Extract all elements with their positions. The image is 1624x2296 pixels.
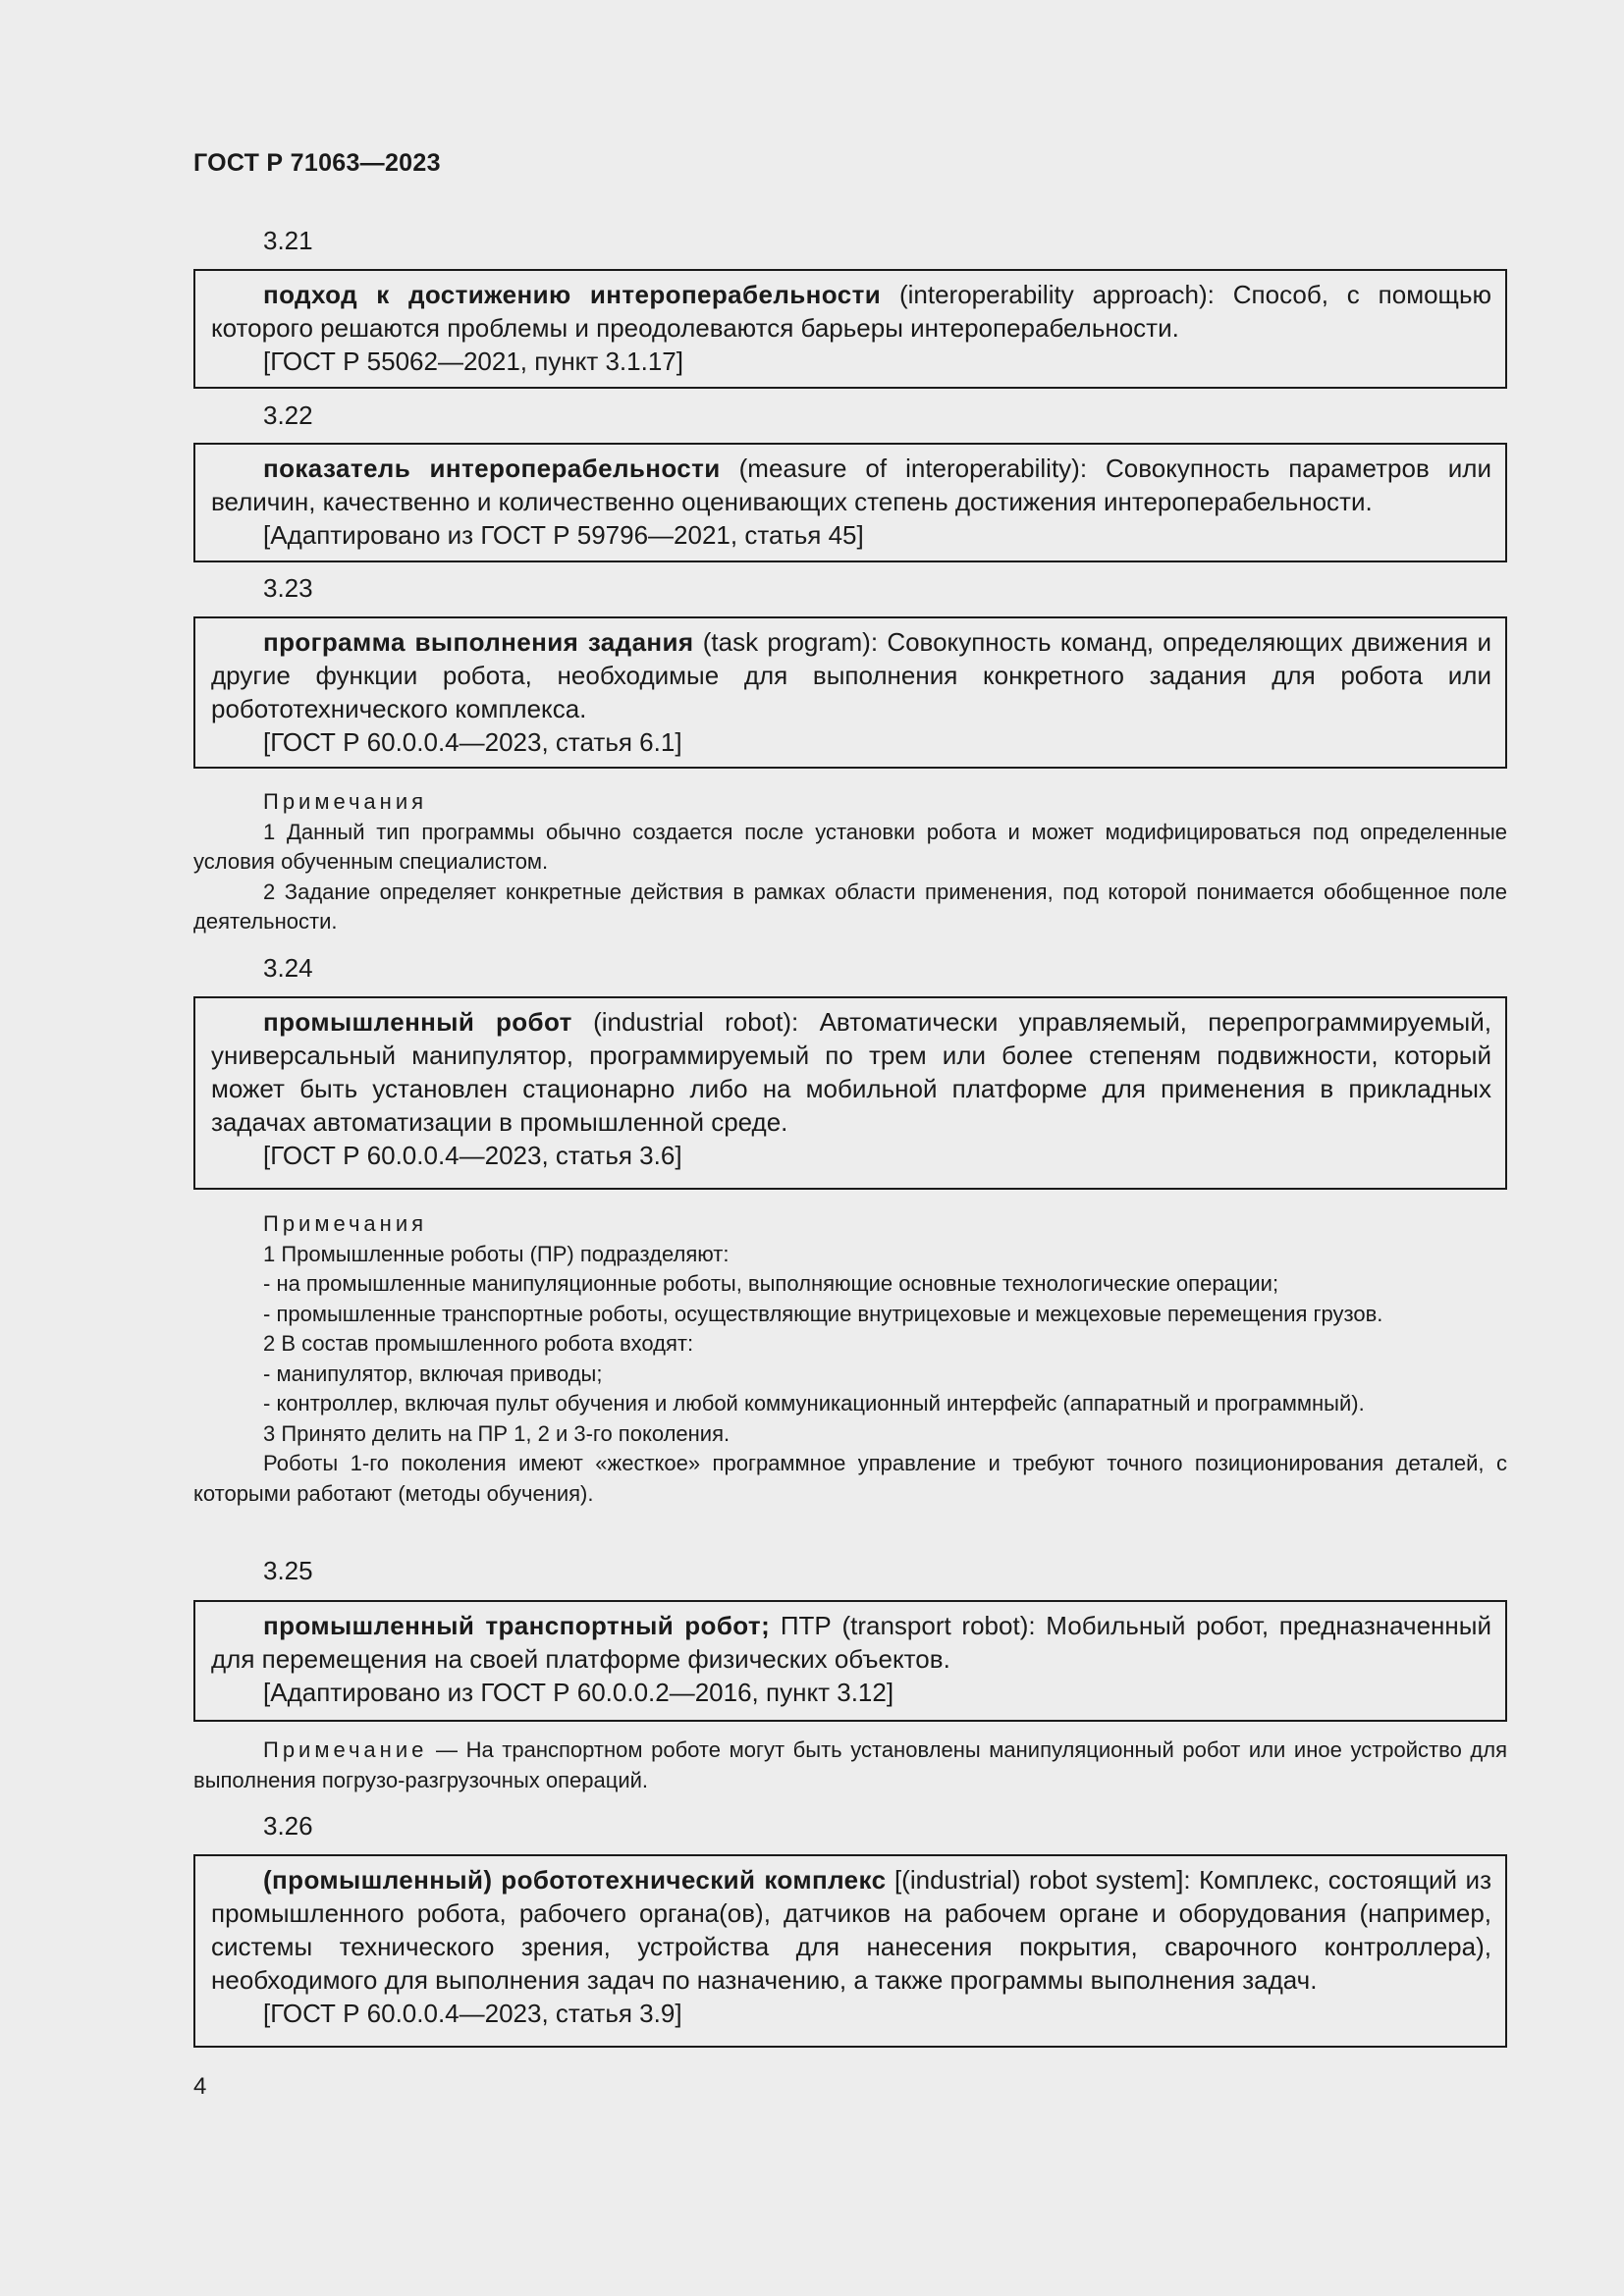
term-definition	[211, 1863, 1491, 1997]
term-text: (interoperability approach): Способ, с помощью которого решаются проблемы и преодолеваются барьеры интероперабельности.	[211, 280, 1491, 343]
term-source: [ГОСТ Р 60.0.0.4—2023, статья 3.9]	[263, 1999, 682, 2028]
term-title: подход к достижению интероперабельности	[263, 280, 882, 309]
term-text: (industrial robot): Автоматически управляемый, перепрограммируемый, универсальный манипулятор, программируемый по трем или более степеням подвижности, который может быть установлен стационарно либо на мобильной платформе для применения в прикладных задачах автоматизации в промышленной среде.	[211, 1007, 1491, 1137]
term-box-3-24	[193, 996, 1507, 1190]
term-box-3-26	[193, 1854, 1507, 2048]
note-item: 3 Принято делить на ПР 1, 2 и 3-го поколения.	[263, 1420, 731, 1446]
notes-3-23	[193, 787, 1507, 937]
term-source: [ГОСТ Р 55062—2021, пункт 3.1.17]	[263, 347, 683, 376]
note-item: - манипулятор, включая приводы;	[263, 1361, 603, 1386]
term-text: [(industrial) robot system]: Комплекс, состоящий из промышленного робота, рабочего органа(ов), датчиков на рабочем органе и оборудования (например, системы технического зрения, устройства для нанесения покрытия, сварочного контроллера), необходимого для выполнения задач по назначению, а также программы выполнения задач.	[211, 1865, 1491, 1995]
term-definition	[211, 452, 1491, 518]
term-title: программа выполнения задания	[263, 627, 694, 657]
term-number-3-22: 3.22	[263, 400, 313, 430]
term-number-3-23: 3.23	[263, 573, 313, 603]
note-item	[193, 1735, 1507, 1795]
notes-3-24	[193, 1209, 1507, 1509]
term-number-3-25: 3.25	[263, 1556, 313, 1585]
note-title: Примечание	[263, 1737, 428, 1762]
term-definition	[211, 278, 1491, 345]
note-3-25	[193, 1735, 1507, 1795]
term-box-3-21	[193, 269, 1507, 389]
term-number-3-24: 3.24	[263, 953, 313, 983]
term-definition	[211, 1609, 1491, 1676]
note-item: 1 Промышленные роботы (ПР) подразделяют:	[263, 1241, 730, 1266]
term-definition	[211, 625, 1491, 725]
note-item: 2 Задание определяет конкретные действия в рамках области применения, под которой понимается обобщенное поле деятельности.	[193, 879, 1507, 934]
note-item: 1 Данный тип программы обычно создается после установки робота и может модифицироваться под определенные условия обученным специалистом.	[193, 819, 1507, 874]
term-box-3-22	[193, 443, 1507, 562]
term-source: [Адаптировано из ГОСТ Р 59796—2021, статья 45]	[263, 520, 864, 550]
term-text: (measure of interoperability): Совокупность параметров или величин, качественно и количественно оценивающих степень достижения интероперабельности.	[211, 454, 1491, 516]
term-title: промышленный транспортный робот;	[263, 1611, 771, 1640]
term-source: [ГОСТ Р 60.0.0.4—2023, статья 3.6]	[263, 1141, 682, 1170]
term-source: [ГОСТ Р 60.0.0.4—2023, статья 6.1]	[263, 727, 682, 757]
term-number-3-21: 3.21	[263, 226, 313, 255]
term-definition	[211, 1005, 1491, 1139]
document-header: ГОСТ Р 71063—2023	[193, 149, 441, 177]
note-item: - промышленные транспортные роботы, осуществляющие внутрицеховые и межцеховые перемещения грузов.	[263, 1301, 1383, 1326]
term-title: показатель интероперабельности	[263, 454, 721, 483]
term-number-3-26: 3.26	[263, 1811, 313, 1841]
term-box-3-25	[193, 1600, 1507, 1722]
note-item: - контроллер, включая пульт обучения и любой коммуникационный интерфейс (аппаратный и программный).	[263, 1391, 1365, 1415]
note-item: - на промышленные манипуляционные роботы, выполняющие основные технологические операции;	[263, 1271, 1279, 1296]
term-text: ПТР (transport robot): Мобильный робот, предназначенный для перемещения на своей платформе физических объектов.	[211, 1611, 1491, 1674]
term-title: (промышленный) робототехнический комплекс	[263, 1865, 887, 1895]
term-text: (task program): Совокупность команд, определяющих движения и другие функции робота, необходимые для выполнения конкретного задания для робота или робототехнического комплекса.	[211, 627, 1491, 723]
note-item: 2 В состав промышленного робота входят:	[263, 1331, 694, 1356]
notes-title: Примечания	[263, 789, 428, 814]
notes-title: Примечания	[263, 1211, 428, 1236]
term-box-3-23	[193, 616, 1507, 769]
note-item: Роботы 1-го поколения имеют «жесткое» программное управление и требуют точного позиционирования деталей, с которыми работают (методы обучения).	[193, 1451, 1507, 1506]
note-text: — На транспортном роботе могут быть установлены манипуляционный робот или иное устройство для выполнения погрузо-разгрузочных операций.	[193, 1737, 1507, 1792]
page-number: 4	[193, 2073, 207, 2100]
term-title: промышленный робот	[263, 1007, 572, 1037]
term-source: [Адаптировано из ГОСТ Р 60.0.0.2—2016, пункт 3.12]	[263, 1678, 894, 1707]
